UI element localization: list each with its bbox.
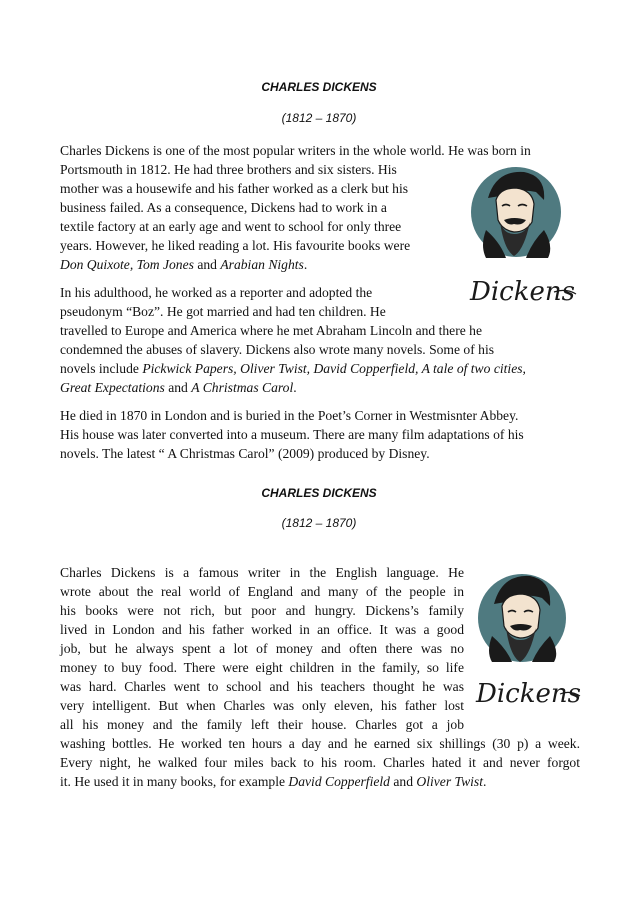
s1-p2-line4: condemned the abuses of slavery. Dickens also wrote many novels. Some of his [60, 342, 495, 357]
s1-p1-line3: mother was a housewife and his father worked as a clerk but his [60, 181, 409, 196]
s1-p1-line6: years. However, he liked reading a lot. His favourite books were [60, 238, 411, 253]
s1-p2-line6-end: . [293, 380, 297, 395]
s1-p1-line7-end: . [303, 257, 308, 272]
novel-oliver-twist: Oliver Twist [416, 774, 483, 789]
dickens-signature-logo: Dickens [470, 277, 575, 307]
s1-p2-line6-and: and [164, 380, 192, 395]
s1-p2-line5-a: novels include [60, 361, 143, 376]
dickens-portrait-2 [470, 562, 582, 712]
s1-p3-line3: novels. The latest “ A Christmas Carol” (2009) produced by Disney. [60, 446, 430, 461]
s2-line12-a: it. He used it in many books, for example [60, 774, 289, 789]
s2-line7: was hard. Charles went to school and his teachers thought he was [60, 679, 464, 694]
s2-line4: lived in London and his father worked in an office. It was a good [60, 622, 464, 637]
section1-title: CHARLES DICKENS [261, 80, 377, 94]
section1-dates: (1812 – 1870) [281, 111, 357, 125]
s1-p1-line2: Portsmouth in 1812. He had three brothers and six sisters. His [60, 162, 397, 177]
s2-line6: money to buy food. There were eight children in the family, so life [60, 660, 464, 675]
s2-line11: Every night, he walked four miles back to his room. Charles hated it and never forgot [60, 755, 580, 770]
dickens-signature-logo: Dickens [476, 679, 581, 709]
novel-david-copperfield: David Copperfield [288, 774, 390, 789]
dickens-portrait-1 [466, 160, 578, 310]
s1-p3-line1: He died in 1870 in London and is buried in the Poet’s Corner in Westmisnter Abbey. [60, 408, 519, 423]
novel-great-expectations: Great Expectations [60, 380, 165, 395]
s2-line12 [60, 772, 486, 791]
s1-p2-line3: travelled to Europe and America where he met Abraham Lincoln and there he [60, 323, 482, 338]
s2-line12-and: and [389, 774, 417, 789]
s1-p1-line7-and: and [193, 257, 221, 272]
s1-p2-line5 [60, 359, 526, 378]
s1-p2-line2: pseudonym “Boz”. He got married and had ten children. He [60, 304, 386, 319]
s2-line9: all his money and the family left their house. Charles got a job [60, 717, 464, 732]
s2-line2: wrote about the real world of England and many of the people in [60, 584, 464, 599]
s2-line12-end: . [483, 774, 487, 789]
novel-christmas-carol: A Christmas Carol [191, 380, 294, 395]
s1-p1-line5: textile factory at an early age and went to school for only three [60, 219, 402, 234]
novel-list: Pickwick Papers, Oliver Twist, David Copperfield, A tale of two cities, [142, 361, 526, 376]
s1-p3-line2: His house was later converted into a museum. There are many film adaptations of his [60, 427, 524, 442]
s2-line10: washing bottles. He worked ten hours a day and he earned six shillings (30 p) a week. [60, 736, 580, 751]
s1-p1-line1: Charles Dickens is one of the most popular writers in the whole world. He was born in [60, 143, 531, 158]
s2-line8: very intelligent. But when Charles was only eleven, his father lost [60, 698, 464, 713]
s2-line1: Charles Dickens is a famous writer in the English language. He [60, 565, 464, 580]
book-titles-1: Don Quixote, Tom Jones [60, 257, 194, 272]
s1-p2-line1: In his adulthood, he worked as a reporter and adopted the [60, 285, 373, 300]
s1-p1-line4: business failed. As a consequence, Dickens had to work in a [60, 200, 387, 215]
book-title-arabian-nights: Arabian Nights [220, 257, 304, 272]
s1-p1-line7 [60, 255, 307, 274]
s2-line3: his books were not rich, but poor and hungry. Dickens’s family [60, 603, 464, 618]
s2-line5: job, but he always spent a lot of money and often there was no [60, 641, 464, 656]
section2-dates: (1812 – 1870) [281, 516, 357, 530]
s1-p2-line6 [60, 378, 297, 397]
section2-title: CHARLES DICKENS [261, 486, 377, 500]
